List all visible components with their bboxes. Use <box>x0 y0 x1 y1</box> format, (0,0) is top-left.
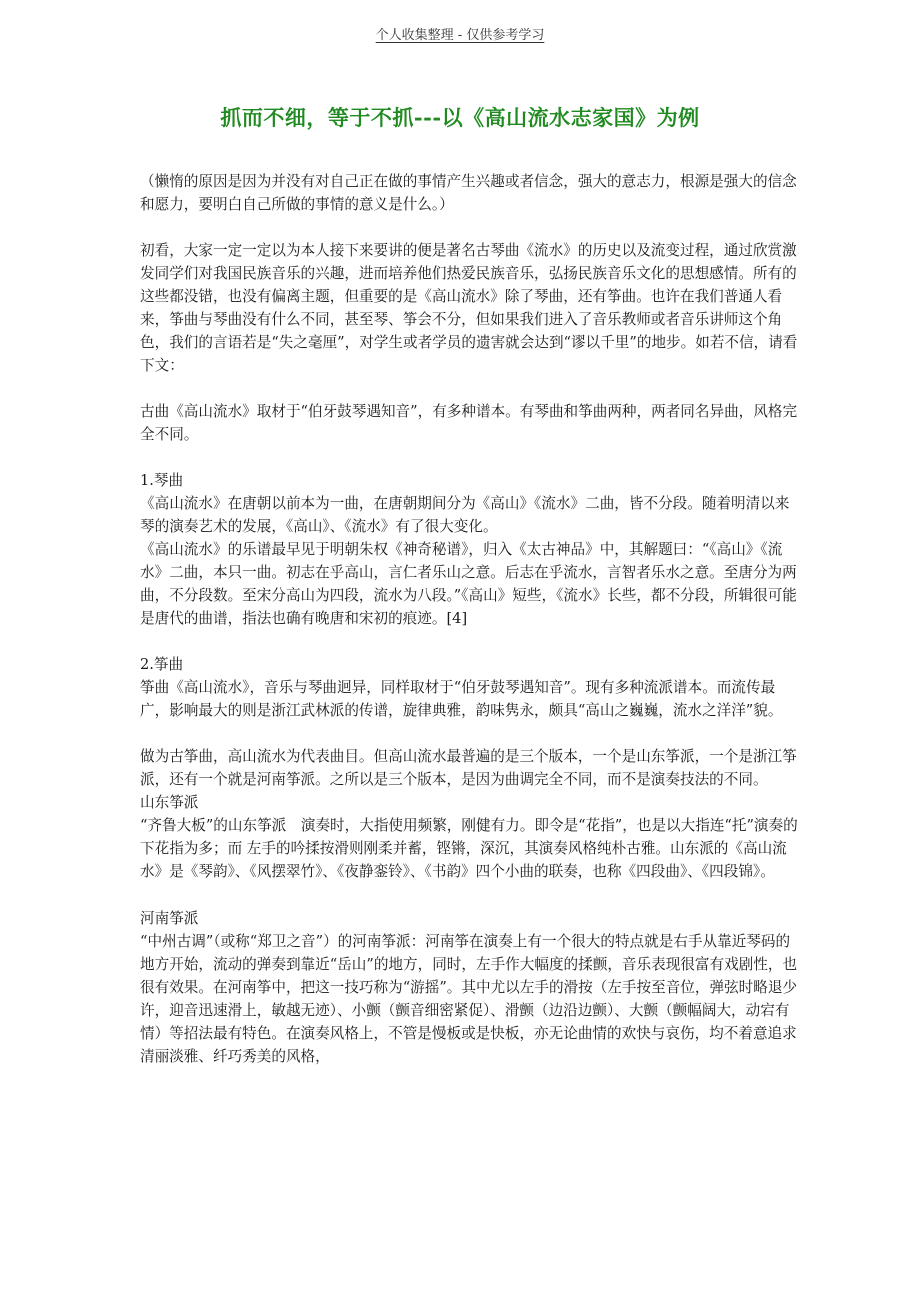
document-title: 抓而不细，等于不抓---以《高山流水志家国》为例 <box>220 105 700 130</box>
qin-paragraph-1: 《高山流水》在唐朝以前本为一曲，在唐朝期间分为《高山》《流水》二曲，皆不分段。随着明清以来琴的演奏艺术的发展，《高山》、《流水》有了很大变化。 <box>140 495 790 535</box>
section-heading-qin: 1.琴曲 <box>140 472 184 489</box>
qin-paragraph-2: 《高山流水》的乐谱最早见于明朝朱权《神奇秘谱》，归入《太古神品》中，其解题曰：“《高山》《流水》二曲，本只一曲。初志在乎高山，言仁者乐山之意。后志在乎流水，言智者乐水之意。至唐分为两曲，不分段数。至宋分高山为四段，流水为八段。”《高山》短些，《流水》长些，都不分段，所辑很可能是唐代的曲谱，指法也确有晚唐和宋初的痕迹。[4] <box>140 541 797 627</box>
section-heading-shandong: 山东筝派 <box>140 794 199 811</box>
header-text: 个人收集整理 - 仅供参考学习 <box>375 28 545 43</box>
zheng-paragraph-1: 筝曲《高山流水》，音乐与琴曲迥异，同样取材于“伯牙鼓琴遇知音”。现有多种流派谱本。而流传最广，影响最大的则是浙江武林派的传谱，旋律典雅，韵味隽永，颇具“高山之巍巍，流水之洋洋”貌。 <box>140 679 783 719</box>
paragraph-2: 古曲《高山流水》取材于“伯牙鼓琴遇知音”，有多种谱本。有琴曲和筝曲两种，两者同名异曲，风格完全不同。 <box>140 403 798 443</box>
section-heading-zheng: 2.筝曲 <box>140 656 184 673</box>
page-header <box>0 24 920 43</box>
section-heading-henan: 河南筝派 <box>140 910 199 927</box>
paragraph-3: 做为古筝曲，高山流水为代表曲目。但高山流水最普遍的是三个版本，一个是山东筝派，一个是浙江筝派，还有一个就是河南筝派。之所以是三个版本，是因为曲调完全不同，而不是演奏技法的不同。 <box>140 748 797 788</box>
shandong-paragraph: “齐鲁大板”的山东筝派 演奏时，大指使用频繁，刚健有力。即令是“花指”，也是以大指连“托”演奏的下花指为多；而 左手的吟揉按滑则刚柔并蓄，铿锵，深沉，其演奏风格纯朴古雅。山东派的《高山流水》是《琴韵》、《风摆翠竹》、《夜静銮铃》、《书韵》四个小曲的联奏，也称《四段曲》、《四段锦》。 <box>140 817 798 880</box>
henan-paragraph: “中州古调”（或称“郑卫之音”）的河南筝派：河南筝在演奏上有一个很大的特点就是右手从靠近琴码的地方开始，流动的弹奏到靠近“岳山”的地方，同时，左手作大幅度的揉颤，音乐表现很富有戏剧性，也很有效果。在河南筝中，把这一技巧称为“游摇”。其中尤以左手的滑按（左手按至音位，弹弦时略退少许，迎音迅速滑上，敏越无迹）、小颤（颤音细密紧促）、滑颤（边沿边颤）、大颤（颤幅阔大，动宕有情）等招法最有特色。在演奏风格上，不管是慢板或是快板，亦无论曲情的欢快与哀伤，均不着意追求清丽淡雅、纤巧秀美的风格， <box>140 933 798 1065</box>
paragraph-1: 初看，大家一定一定以为本人接下来要讲的便是著名古琴曲《流水》的历史以及流变过程，通过欣赏激发同学们对我国民族音乐的兴趣，进而培养他们热爱民族音乐，弘扬民族音乐文化的思想感情。所有的这些都没错，也没有偏离主题，但重要的是《高山流水》除了琴曲，还有筝曲。也许在我们普通人看来，筝曲与琴曲没有什么不同，甚至琴、筝会不分，但如果我们进入了音乐教师或者音乐讲师这个角色，我们的言语若是“失之毫厘”，对学生或者学员的遗害就会达到“谬以千里”的地步。如若不信，请看下文： <box>140 242 798 374</box>
document-body <box>140 170 800 1068</box>
intro-paragraph: （懒惰的原因是因为并没有对自己正在做的事情产生兴趣或者信念，强大的意志力，根源是强大的信念和愿力，要明白自己所做的事情的意义是什么。） <box>140 173 797 213</box>
